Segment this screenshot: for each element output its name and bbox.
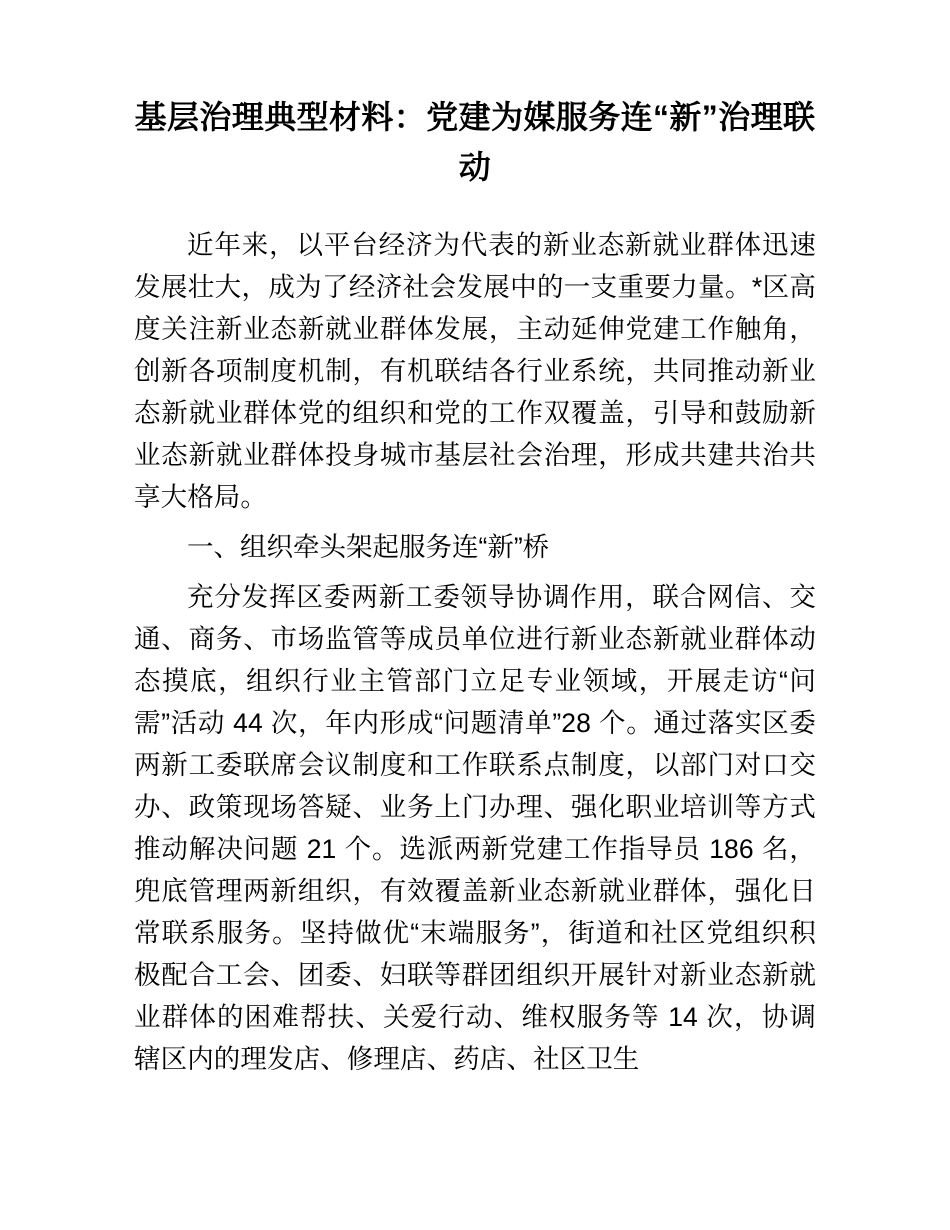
- paragraph-intro: 近年来，以平台经济为代表的新业态新就业群体迅速发展壮大，成为了经济社会发展中的一支重要力量。*区高度关注新业态新就业群体发展，主动延伸党建工作触角，创新各项制度机制，有机联结各行业系统，共同推动新业态新就业群体党的组织和党的工作双覆盖，引导和鼓励新业态新就业群体投身城市基层社会治理，形成共建共治共享大格局。: [134, 230, 816, 512]
- paragraph-section-one-body: 充分发挥区委两新工委领导协调作用，联合网信、交通、商务、市场监管等成员单位进行新业态新就业群体动态摸底，组织行业主管部门立足专业领域，开展走访“问需”活动 44 次，年内形成“问题清单”28 个。通过落实区委两新工委联席会议制度和工作联系点制度，以部门对口交办、政策现场答疑、业务上门办理、强化职业培训等方式推动解决问题 21 个。选派两新党建工作指导员 186 名，兜底管理两新组织，有效覆盖新业态新就业群体，强化日常联系服务。坚持做优“末端服务”，街道和社区党组织积极配合工会、团委、妇联等群团组织开展针对新业态新就业群体的困难帮扶、关爱行动、维权服务等 14 次，协调辖区内的理发店、修理店、药店、社区卫生: [134, 582, 816, 1074]
- page-title: 基层治理典型材料：党建为媒服务连“新”治理联动: [134, 99, 816, 185]
- document-body: [134, 214, 816, 1080]
- paragraph-heading-spacer: [134, 518, 816, 526]
- document-content: [134, 92, 816, 1080]
- title-body-spacer: [134, 214, 816, 224]
- heading-paragraph-spacer: [134, 568, 816, 576]
- section-heading-one: 一、组织牵头架起服务连“新”桥: [187, 532, 550, 562]
